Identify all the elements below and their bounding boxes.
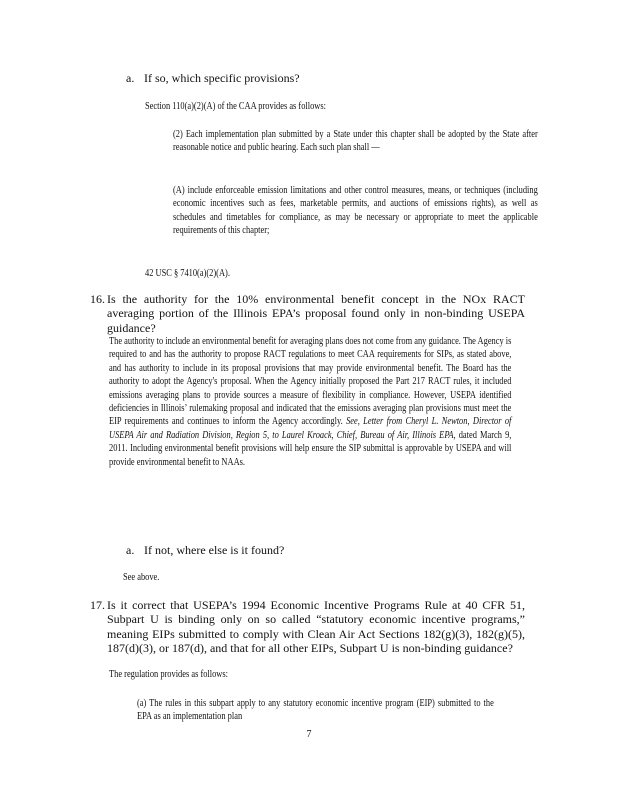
q16-answer-part1: The authority to include an environmental benefit for averaging plans does not come from any guidance. The Agency is required to and has the authority to propose RACT regulations to meet CAA requirements for SIPs, as stated above, and has authority to include in its proposal provisions that may provide environmental benefit. The Board has the authority to adopt the Agency's proposal. When the Agency initially proposed the Part 217 RACT rules, it included emissions averaging plans to provide sources a measure of flexibility in compliance. However, USEPA identified deficiencies in Illinois’ rulemaking proposal and indicated that the emissions averaging plan provisions must meet the EIP requirements and continues to inform the Agency accordingly. [109, 336, 512, 428]
q16-answer [109, 335, 511, 469]
q16a-marker: a. [126, 543, 135, 557]
q15a-marker: a. [126, 71, 135, 85]
page-number: 7 [306, 729, 312, 740]
q15a-answer-intro: Section 110(a)(2)(A) of the CAA provides as follows: [145, 101, 326, 112]
q15a-statute-quote-2: (A) include enforceable emission limitations and other control measures, means, or techniques (including economic incentives such as fees, marketable permits, and auctions of emissions rights), as well as schedules and timetables for compliance, as may be necessary or appropriate to meet the applicable requirements of this chapter; [173, 185, 538, 237]
q17-regulation-quote: (a) The rules in this subpart apply to any statutory economic incentive program (EIP) submitted to the EPA as an implementation plan [137, 698, 494, 723]
q16-answer-see: See [346, 416, 358, 428]
q16-answer-letter: , Letter from Cheryl L. Newton, Director of USEPA Air and Radiation Division, Region 5, to Laurel Kroack, Chief, Bureau of Air, Illinois EPA [109, 416, 512, 441]
q16a-answer: See above. [123, 572, 160, 583]
q16-answer-part2: , dated March 9, 2011. Including environmental benefit provisions will help ensure the SIP submittal is approvable by USEPA and will provide environmental benefit to NAAs. [109, 429, 512, 468]
q16-question: Is the authority for the 10% environmental benefit concept in the NOx RACT averaging portion of the Illinois EPA’s proposal found only in non-binding USEPA guidance? [107, 292, 525, 335]
q17-answer-intro: The regulation provides as follows: [109, 669, 228, 680]
q15a-statute-quote-1: (2) Each implementation plan submitted by a State under this chapter shall be adopted by the State after reasonable notice and public hearing. Each such plan shall — [173, 129, 538, 154]
q17-number: 17. [90, 598, 105, 612]
q16-number: 16. [90, 292, 105, 306]
q17-question: Is it correct that USEPA’s 1994 Economic Incentive Programs Rule at 40 CFR 51, Subpart U is binding only on so called “statutory economic incentive programs,” meaning EIPs submitted to comply with Clean Air Act Sections 182(g)(3), 182(g)(5), 187(d)(3), or 187(d), and that for all other EIPs, Subpart U is non-binding guidance? [107, 598, 525, 656]
q16a-question: If not, where else is it found? [144, 543, 285, 557]
q15a-citation: 42 USC § 7410(a)(2)(A). [145, 268, 230, 279]
q15a-question: If so, which specific provisions? [144, 71, 300, 85]
